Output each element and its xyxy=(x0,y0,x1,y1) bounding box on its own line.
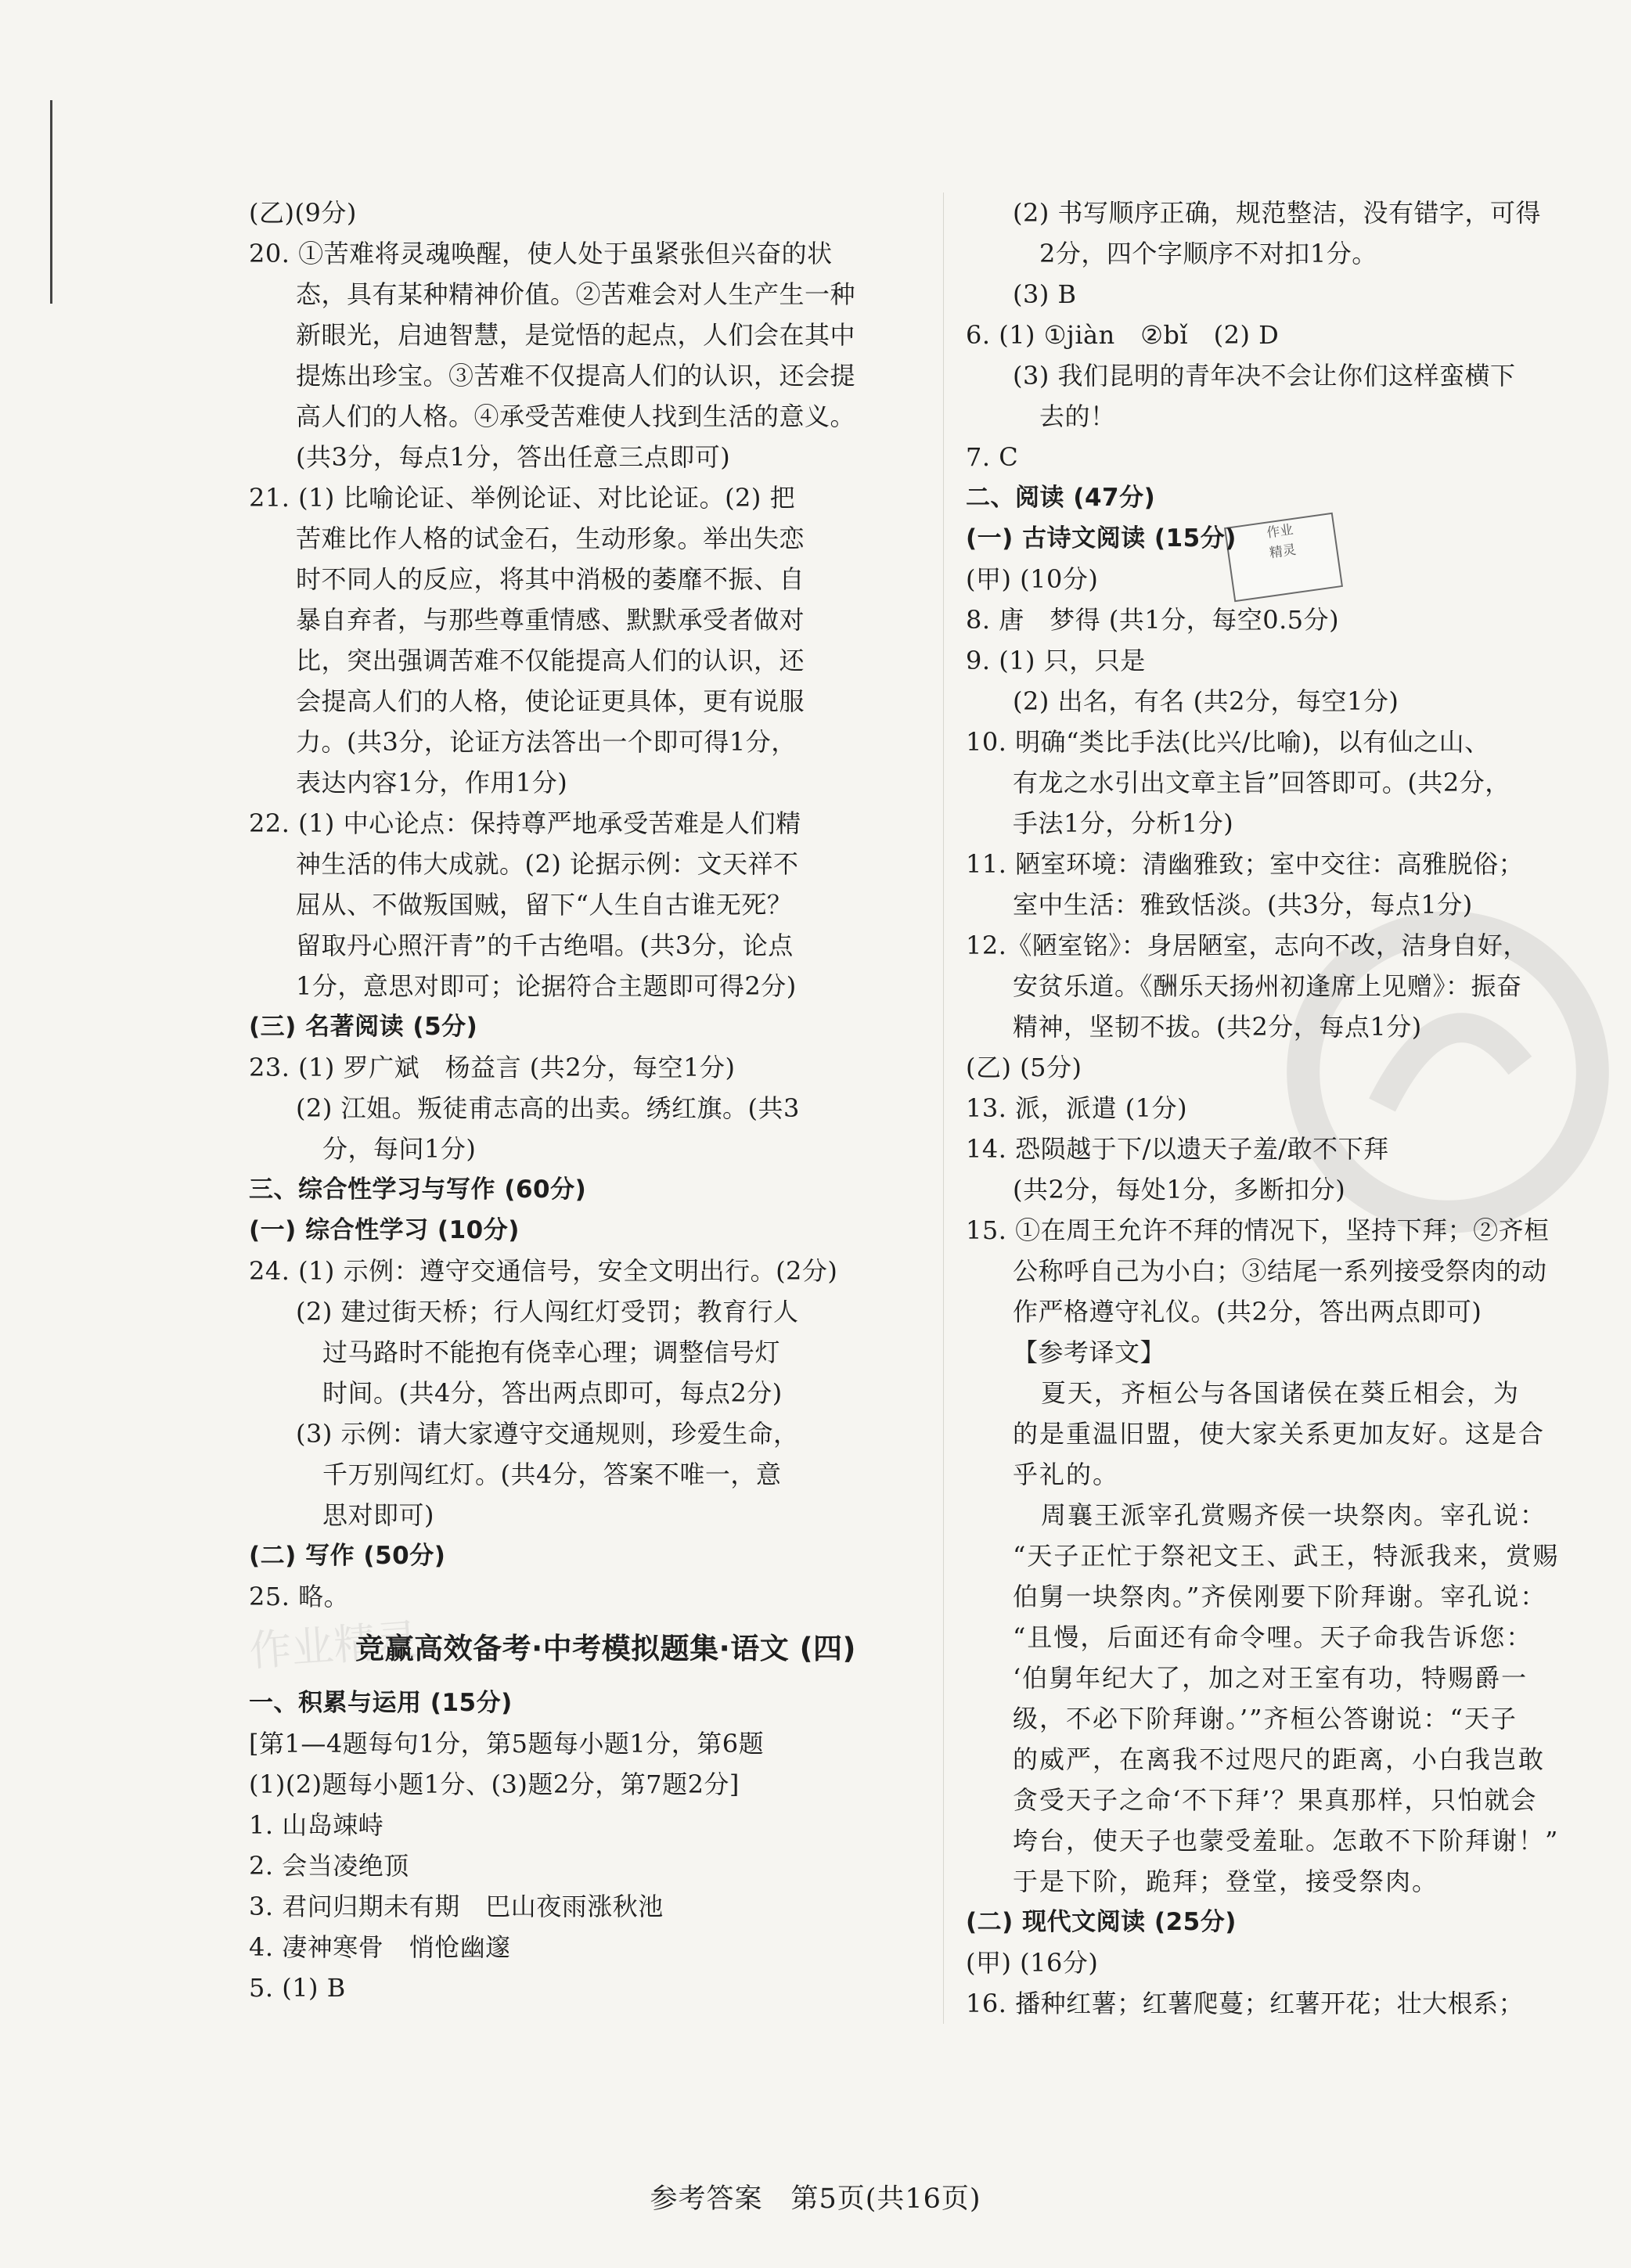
left-line: 2. 会当凌绝顶 xyxy=(249,1851,409,1881)
right-line: 2分，四个字顺序不对扣1分。 xyxy=(1039,239,1377,268)
stamp-line2: 精灵 xyxy=(1268,542,1298,562)
right-line: 垮台，使天子也蒙受羞耻。怎敢不下阶拜谢！” xyxy=(1013,1826,1560,1856)
right-line: 室中生活：雅致恬淡。(共3分，每点1分) xyxy=(1013,890,1473,920)
left-line: 4. 凄神寒骨 悄怆幽邃 xyxy=(249,1932,511,1962)
right-line: 周襄王派宰孔赏赐齐侯一块祭肉。宰孔说： xyxy=(1041,1500,1547,1530)
left-line: 屈从、不做叛国贼，留下“人生自古谁无死？ xyxy=(296,890,793,920)
right-line: 级，不必下阶拜谢。’”齐桓公答谢说：“天子 xyxy=(1013,1704,1518,1733)
left-line: 暴自弃者，与那些尊重情感、默默承受者做对 xyxy=(296,605,805,635)
right-line: 16. 播种红薯；红薯爬蔓；红薯开花；壮大根系； xyxy=(966,1989,1525,2018)
left-line: 提炼出珍宝。③苦难不仅提高人们的认识，还会提 xyxy=(296,361,856,391)
left-line: 思对即可) xyxy=(322,1500,434,1530)
right-line: ‘伯舅年纪大了，加之对王室有功，特赐爵一 xyxy=(1013,1663,1528,1693)
right-line: 的是重温旧盟，使大家关系更加友好。这是合 xyxy=(1013,1419,1546,1449)
right-line: “天子正忙于祭祀文王、武王，特派我来，赏赐 xyxy=(1013,1541,1560,1571)
right-line: 12.《陋室铭》：身居陋室，志向不改，洁身自好， xyxy=(966,931,1528,960)
left-line: 20. ①苦难将灵魂唤醒，使人处于虽紧张但兴奋的状 xyxy=(249,239,833,268)
left-line: (三) 名著阅读 (5分) xyxy=(249,1013,478,1041)
page-footer: 参考答案 第5页(共16页) xyxy=(650,2183,981,2215)
right-line: (2) 出名，有名 (共2分，每空1分) xyxy=(1013,686,1399,716)
left-line: 表达内容1分，作用1分) xyxy=(296,768,568,797)
left-line: 21. (1) 比喻论证、举例论证、对比论证。(2) 把 xyxy=(249,483,796,513)
left-line: 比，突出强调苦难不仅能提高人们的认识，还 xyxy=(296,646,805,675)
right-line: (甲) (16分) xyxy=(966,1948,1099,1978)
right-line: 【参考译文】 xyxy=(1013,1337,1166,1367)
left-line: (3) 示例：请大家遵守交通规则，珍爱生命， xyxy=(296,1419,799,1449)
right-line: 9. (1) 只，只是 xyxy=(966,646,1146,675)
right-line: 公称呼自己为小白；③结尾一系列接受祭肉的动 xyxy=(1013,1256,1547,1286)
left-line: 会提高人们的人格，使论证更具体，更有说服 xyxy=(296,686,805,716)
left-line: 态，具有某种精神价值。②苦难会对人生产生一种 xyxy=(296,279,856,309)
left-line: 过马路时不能抱有侥幸心理；调整信号灯 xyxy=(322,1337,781,1367)
left-line: 留取丹心照汗青”的千古绝唱。(共3分，论点 xyxy=(296,931,794,960)
left-line: 22. (1) 中心论点：保持尊严地承受苦难是人们精 xyxy=(249,808,801,838)
left-line: 分，每问1分) xyxy=(322,1134,477,1164)
left-line: 神生活的伟大成就。(2) 论据示例：文天祥不 xyxy=(296,849,799,879)
left-line: 5. (1) B xyxy=(249,1973,346,2003)
right-line: (乙) (5分) xyxy=(966,1053,1082,1082)
right-line: 去的！ xyxy=(1039,401,1116,431)
right-line: (2) 书写顺序正确，规范整洁，没有错字，可得 xyxy=(1013,198,1542,228)
right-line: 13. 派，派遣 (1分) xyxy=(966,1093,1188,1123)
left-line: (乙)(9分) xyxy=(249,198,357,228)
right-line: 11. 陋室环境：清幽雅致；室中交往：高雅脱俗； xyxy=(966,849,1525,879)
left-column xyxy=(249,193,963,2008)
left-line: 新眼光，启迪智慧，是觉悟的起点，人们会在其中 xyxy=(296,320,856,350)
left-line: 三、综合性学习与写作 (60分) xyxy=(249,1175,587,1204)
right-line: 有龙之水引出文章主旨”回答即可。(共2分， xyxy=(1013,768,1510,797)
right-line: 10. 明确“类比手法(比兴/比喻)，以有仙之山、 xyxy=(966,727,1490,757)
left-line: (共3分，每点1分，答出任意三点即可) xyxy=(296,442,731,472)
left-line: 25. 略。 xyxy=(249,1582,350,1611)
right-line: “且慢，后面还有命令哩。天子命我告诉您： xyxy=(1013,1622,1533,1652)
right-line: (3) 我们昆明的青年决不会让你们这样蛮横下 xyxy=(1013,361,1516,391)
right-line: (二) 现代文阅读 (25分) xyxy=(966,1908,1237,1936)
right-line: 的威严，在离我不过咫尺的距离，小白我岂敢 xyxy=(1013,1744,1546,1774)
left-line: (2) 江姐。叛徒甫志高的出卖。绣红旗。(共3 xyxy=(296,1093,800,1123)
right-line: 作严格遵守礼仪。(共2分，答出两点即可) xyxy=(1013,1297,1482,1327)
left-line: 23. (1) 罗广斌 杨益言 (共2分，每空1分) xyxy=(249,1053,736,1082)
left-line: 一、积累与运用 (15分) xyxy=(249,1689,513,1717)
left-line: 高人们的人格。④承受苦难使人找到生活的意义。 xyxy=(296,401,856,431)
right-line: 乎礼的。 xyxy=(1013,1460,1120,1489)
left-line: 1分，意思对即可；论据符合主题即可得2分) xyxy=(296,971,797,1001)
right-line: 14. 恐陨越于下/以遗天子羞/敢不下拜 xyxy=(966,1134,1389,1164)
right-line: 15. ①在周王允许不拜的情况下，坚持下拜；②齐桓 xyxy=(966,1215,1550,1245)
right-line: 安贫乐道。《酬乐天扬州初逢席上见赠》：振奋 xyxy=(1013,971,1522,1001)
right-line: 8. 唐 梦得 (共1分，每空0.5分) xyxy=(966,605,1340,635)
left-line: 1. 山岛竦峙 xyxy=(249,1810,384,1840)
right-line: 手法1分，分析1分) xyxy=(1013,808,1234,838)
left-line: 时不同人的反应，将其中消极的萎靡不振、自 xyxy=(296,564,805,594)
scan-edge-mark xyxy=(50,100,52,304)
right-line: 6. (1) ①jiàn ②bǐ (2) D xyxy=(966,320,1280,350)
right-line: 贪受天子之命‘不下拜’？果真那样，只怕就会 xyxy=(1013,1785,1538,1815)
right-line: 夏天，齐桓公与各国诸侯在葵丘相会，为 xyxy=(1041,1378,1521,1408)
left-line: 力。(共3分，论证方法答出一个即可得1分， xyxy=(296,727,797,757)
left-line: 竞赢高效备考·中考模拟题集·语文 (四) xyxy=(355,1632,856,1665)
left-line: (2) 建过街天桥；行人闯红灯受罚；教育行人 xyxy=(296,1297,799,1327)
right-line: 7. C xyxy=(966,442,1019,472)
right-line: 二、阅读 (47分) xyxy=(966,484,1156,512)
left-line: 3. 君问归期未有期 巴山夜雨涨秋池 xyxy=(249,1892,664,1921)
right-line: 精神，坚韧不拔。(共2分，每点1分) xyxy=(1013,1012,1422,1042)
watermark-text: 作业精灵 xyxy=(247,1615,420,1676)
right-line: (3) B xyxy=(1013,279,1077,309)
left-line: [第1—4题每句1分，第5题每小题1分，第6题 xyxy=(249,1729,765,1759)
left-line: 千万别闯红灯。(共4分，答案不唯一，意 xyxy=(322,1460,782,1489)
right-line: 伯舅一块祭肉。”齐侯刚要下阶拜谢。宰孔说： xyxy=(1013,1582,1547,1611)
stamp-line1: 作业 xyxy=(1266,522,1294,542)
right-line: (一) 古诗文阅读 (15分) xyxy=(966,524,1237,553)
left-line: 苦难比作人格的试金石，生动形象。举出失恋 xyxy=(296,524,805,553)
left-line: 时间。(共4分，答出两点即可，每点2分) xyxy=(322,1378,783,1408)
right-line: (甲) (10分) xyxy=(966,564,1099,594)
left-line: (二) 写作 (50分) xyxy=(249,1542,446,1570)
right-line: (共2分，每处1分，多断扣分) xyxy=(1013,1175,1346,1204)
left-line: (一) 综合性学习 (10分) xyxy=(249,1216,520,1244)
left-line: 24. (1) 示例：遵守交通信号，安全文明出行。(2分) xyxy=(249,1256,838,1286)
right-line: 于是下阶，跪拜；登堂，接受祭肉。 xyxy=(1013,1867,1439,1896)
right-column xyxy=(966,193,1631,2024)
left-line: (1)(2)题每小题1分、(3)题2分，第7题2分] xyxy=(249,1769,740,1799)
